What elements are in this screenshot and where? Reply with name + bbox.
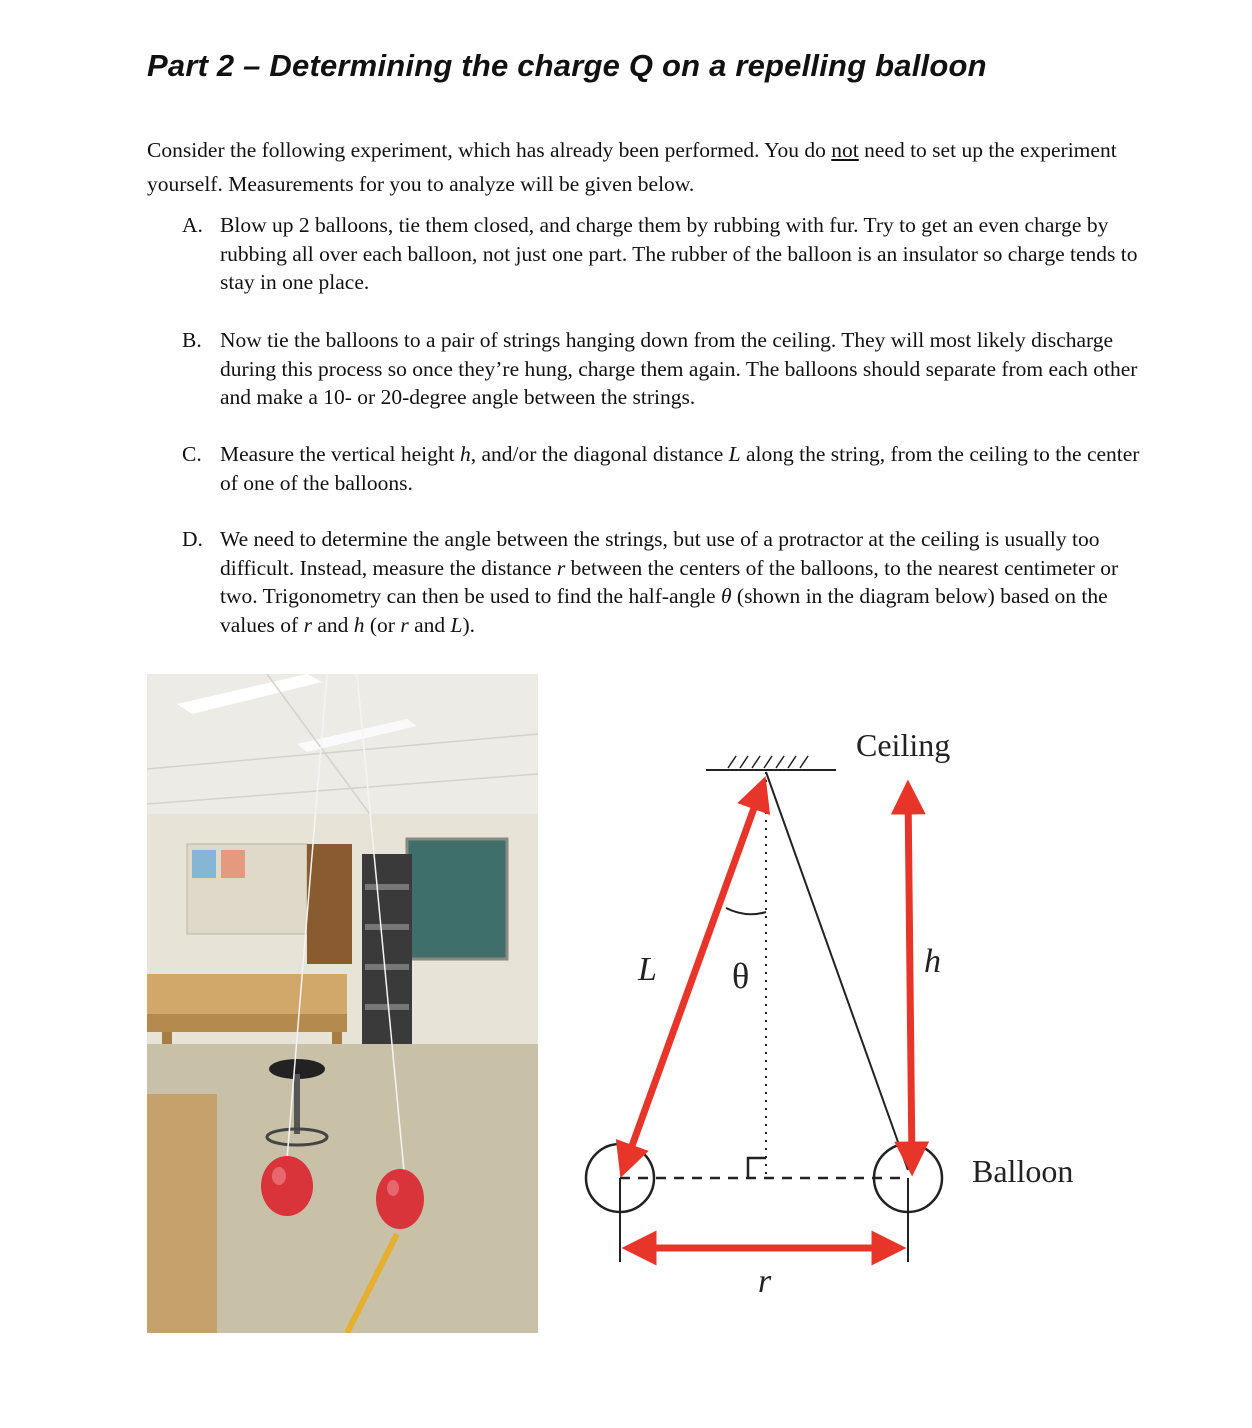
text-run: between the centers of the balloons, to the nearest centimeter or two. Trigonometry can then be used to find the half-angle — [220, 555, 1119, 608]
step-text: Now tie the balloons to a pair of strings hanging down from the ceiling. They will most likely discharge during this process so once they’re hung, charge them again. The balloons should separate from each other and make a 10- or 20-degree angle between the strings. — [220, 328, 1138, 409]
lab-bench-edge — [147, 1014, 347, 1032]
green-board — [407, 839, 507, 959]
step-c — [182, 440, 1157, 497]
shelf — [365, 884, 409, 890]
lab-photo-illustration — [147, 674, 538, 1333]
intro-underlined-word: not — [831, 138, 859, 162]
step-letter: D. — [182, 527, 203, 551]
poster — [221, 850, 245, 878]
pendulum-diagram — [560, 690, 1120, 1330]
L-label: L — [638, 951, 657, 988]
step-letter: B. — [182, 328, 202, 352]
shelf — [365, 1004, 409, 1010]
text-run: and — [311, 612, 354, 637]
var-r: r — [556, 555, 566, 580]
var-h: h — [460, 442, 471, 466]
ceiling-hatching — [728, 756, 808, 768]
pendulum-string — [766, 772, 908, 1170]
theta-label: θ — [732, 956, 750, 996]
step-b — [182, 326, 1157, 412]
text-run: , and/or the diagonal distance — [470, 442, 729, 466]
step-a — [182, 211, 1157, 297]
text-run: We need to determine the angle between the strings, but use of a protractor at the ceiling is usually too difficult. Instead, measure the distance — [220, 527, 1100, 580]
pendulum-diagram-svg — [560, 690, 1120, 1330]
step-letter: C. — [182, 442, 202, 466]
h-label: h — [924, 943, 941, 980]
theta-arc — [726, 908, 766, 914]
step-letter: A. — [182, 213, 203, 237]
stool-post — [294, 1074, 300, 1134]
text-run: Measure the vertical height — [220, 442, 460, 466]
balloon-highlight — [387, 1180, 399, 1196]
text-run: (or — [364, 612, 401, 637]
var-L: L — [728, 442, 741, 466]
photo-ceiling — [147, 674, 538, 824]
h-arrow — [908, 790, 912, 1166]
door — [307, 844, 352, 964]
step-text — [220, 440, 1157, 497]
balloon-right — [376, 1169, 424, 1229]
text-run: along the string, from the ceiling to the center of one of the balloons. — [220, 442, 1140, 495]
lab-photo — [147, 674, 538, 1333]
text-run: ). — [462, 612, 476, 637]
intro-paragraph — [147, 133, 1137, 201]
intro-text-2: need to set up the experiment yourself. Measurements for you to analyze will be given below. — [147, 138, 1117, 196]
poster — [192, 850, 216, 878]
balloon-label: Balloon — [972, 1153, 1074, 1189]
step-text — [220, 525, 1157, 639]
lab-bench-top — [147, 974, 347, 1014]
r-label: r — [758, 1263, 772, 1300]
step-d — [182, 525, 1157, 639]
var-theta: θ — [720, 584, 732, 608]
ceiling-label: Ceiling — [856, 727, 951, 763]
intro-text-1: Consider the following experiment, which has already been performed. You do — [147, 138, 832, 162]
shelf — [365, 924, 409, 930]
right-angle-mark — [748, 1158, 766, 1178]
var-h: h — [353, 612, 365, 637]
var-L: L — [450, 612, 463, 637]
page-title: Part 2 – Determining the charge Q on a repelling balloon — [147, 48, 987, 83]
shelf — [365, 964, 409, 970]
foreground-table — [147, 1094, 217, 1333]
balloon-left — [261, 1156, 313, 1216]
step-text: Blow up 2 balloons, tie them closed, and charge them by rubbing with fur. Try to get an even charge by rubbing all over each balloon, not just one part. The rubber of the balloon is an insulator so charge tends to stay in one place. — [220, 213, 1138, 294]
text-run: and — [408, 612, 451, 637]
var-r: r — [303, 612, 312, 637]
var-r: r — [400, 612, 409, 637]
balloon-highlight — [272, 1167, 286, 1185]
text-run: (shown in the diagram below) based on the values of — [220, 584, 1108, 637]
